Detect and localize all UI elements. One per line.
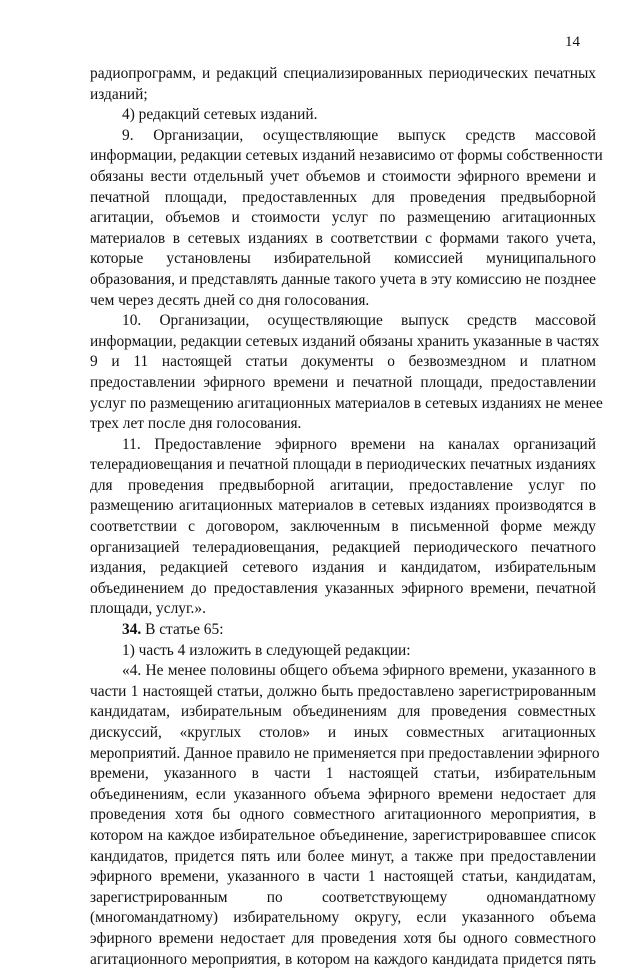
- text-line-content: печатной площади, предоставленных для проведения предвыборной: [90, 188, 596, 206]
- text-line: [90, 146, 603, 167]
- text-line: [90, 311, 596, 332]
- text-line: [90, 641, 596, 662]
- text-line: [90, 744, 600, 765]
- text-line-content: чем через десять дней со дня голосования.: [90, 291, 370, 309]
- text-line-content: 9 и 11 настоящей статьи документы о безвозмездном и платном: [90, 353, 596, 371]
- text-line-content: объединениям, если указанного объема эфирного времени недостает для: [90, 785, 596, 803]
- text-line: [90, 847, 596, 868]
- text-line-content: «4. Не менее половины общего объема эфирного времени, указанного в: [122, 662, 596, 680]
- text-line: [90, 126, 596, 147]
- text-line-content: кандидатов, придется пять или более минут, а также при предоставлении: [90, 847, 596, 865]
- section-number: 34.: [122, 621, 142, 639]
- text-line-content: издания, редакцией сетевого издания и кандидатом, избирательным: [90, 559, 596, 577]
- text-line: [90, 620, 596, 641]
- text-line: [90, 908, 596, 929]
- text-line-content: образования, и представлять данные такого учета в эту комиссию не позднее: [90, 270, 596, 288]
- text-line-content: мероприятий. Данное правило не применяется при предоставлении эфирного: [90, 744, 600, 762]
- text-line: [90, 85, 596, 106]
- text-line-content: агитационного мероприятия, в котором на каждого кандидата придется пять: [90, 950, 596, 968]
- text-line: [90, 291, 596, 312]
- text-line-content: услуг по размещению агитационных материалов в сетевых изданиях не менее: [90, 394, 603, 412]
- text-line: [90, 805, 596, 826]
- text-line-content: обязаны вести отдельный учет объемов и стоимости эфирного времени и: [90, 167, 596, 185]
- text-line-content: 10. Организации, осуществляющие выпуск средств массовой: [122, 312, 596, 330]
- text-line-content: размещению агитационных материалов в сетевых изданиях производятся в: [90, 497, 596, 515]
- text-line-content: для проведения предвыборной агитации, предоставление услуг по: [90, 476, 596, 494]
- text-line: [90, 188, 596, 209]
- text-line-content: кандидатам, избирательным объединениям для проведения совместных: [90, 703, 596, 721]
- text-line: [90, 702, 596, 723]
- text-line: [90, 558, 596, 579]
- text-line-content: дискуссий, «круглых столов» и иных совместных агитационных: [90, 724, 596, 741]
- text-line-content: предоставлении эфирного времени и печатной площади, предоставлении: [90, 373, 596, 391]
- text-line-content: (многомандатному) избирательному округу, если указанного объема: [90, 909, 596, 927]
- text-line-content: радиопрограмм, и редакций специализированных периодических печатных: [90, 65, 596, 82]
- text-line-content: которые установлены избирательной комиссией муниципального: [90, 250, 596, 268]
- text-line: [90, 270, 596, 291]
- text-line-content: времени, указанного в части 1 настоящей статьи, избирательным: [90, 765, 596, 783]
- text-line: [90, 785, 596, 806]
- text-line-content: 1) часть 4 изложить в следующей редакции:: [122, 641, 411, 659]
- text-line-content: организацией телерадиовещания, редакцией периодического печатного: [90, 538, 596, 556]
- text-line: [90, 661, 596, 682]
- text-line: [90, 929, 596, 950]
- text-line: [90, 723, 596, 744]
- text-line: [90, 867, 596, 888]
- text-line-content: трех лет после дня голосования.: [90, 415, 302, 433]
- text-line: [90, 229, 596, 250]
- text-line: [90, 764, 596, 785]
- text-line-content: 4) редакций сетевых изданий.: [122, 106, 318, 124]
- text-line-content: площади, услуг.».: [90, 600, 206, 618]
- text-line: [90, 332, 600, 353]
- text-line-content: котором на каждое избирательное объединение, зарегистрировавшее список: [90, 826, 596, 844]
- page-number: 14: [565, 34, 580, 50]
- text-line-content: соответствии с договором, заключенным в письменной форме между: [90, 518, 596, 536]
- text-line: [90, 950, 596, 970]
- text-line-content: эфирного времени недостает для проведения хотя бы одного совместного: [90, 929, 596, 947]
- text-line: [90, 249, 596, 270]
- text-line: [90, 435, 596, 456]
- text-line: [90, 64, 596, 85]
- text-line: [90, 826, 596, 847]
- text-line: [90, 538, 596, 559]
- text-line: [90, 352, 596, 373]
- text-line-content: агитации, объемов и стоимости услуг по размещению агитационных: [90, 209, 596, 227]
- text-line: [90, 105, 596, 126]
- text-line: [90, 599, 596, 620]
- text-line: [90, 888, 596, 909]
- text-line-content: телерадиовещания и печатной площади в периодических печатных изданиях: [90, 456, 596, 474]
- text-line-content: информации, редакции сетевых изданий обязаны хранить указанные в частях: [90, 332, 600, 350]
- document-body: [90, 64, 603, 970]
- text-line: [90, 476, 596, 497]
- text-line: [90, 394, 603, 415]
- text-line: [90, 373, 596, 394]
- text-line-content: части 1 настоящей статьи, должно быть предоставлено зарегистрированным: [90, 682, 596, 700]
- text-line-content: эфирного времени, указанного в части 1 настоящей статьи, кандидатам,: [90, 868, 596, 886]
- text-line: [90, 167, 596, 188]
- text-line-content: 9. Организации, осуществляющие выпуск средств массовой: [122, 126, 596, 144]
- text-line-content: проведения хотя бы одного совместного агитационного мероприятия, в: [90, 806, 596, 824]
- text-line-content: материалов в сетевых изданиях в соответствии с формами такого учета,: [90, 229, 596, 247]
- text-line-content: изданий;: [90, 85, 148, 103]
- text-line: [90, 682, 596, 703]
- text-line: [90, 208, 596, 229]
- text-line-content: 11. Предоставление эфирного времени на каналах организаций: [122, 435, 596, 453]
- text-line-content: зарегистрированным по соответствующему одномандатному: [90, 888, 596, 906]
- text-line: [90, 414, 596, 435]
- text-line-content: В статье 65:: [141, 621, 224, 639]
- text-line: [90, 455, 596, 476]
- text-line-content: информации, редакции сетевых изданий независимо от формы собственности: [90, 147, 603, 165]
- text-line: [90, 517, 596, 538]
- text-line-content: объединением до предоставления указанных эфирного времени, печатной: [90, 579, 596, 597]
- text-line: [90, 496, 596, 517]
- text-line: [90, 579, 596, 600]
